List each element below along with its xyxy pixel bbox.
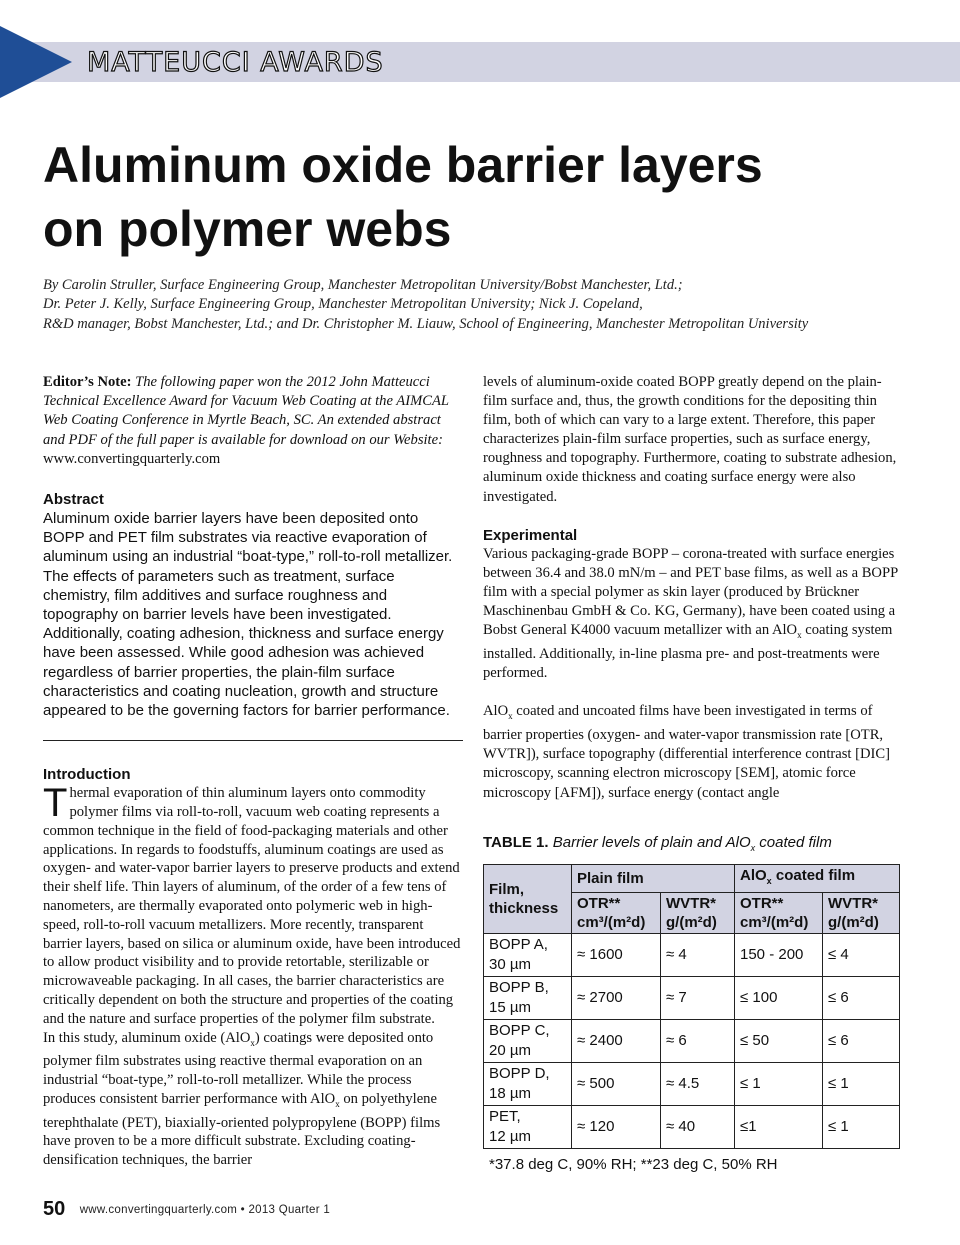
banner-triangle-icon [0, 26, 72, 98]
header-coated-part: coated film [771, 866, 856, 884]
film-name: PET, [489, 1107, 521, 1125]
header-coated-film [735, 864, 900, 892]
cell-film [484, 1105, 572, 1148]
right-column [483, 373, 903, 1174]
header-film-thickness: Film, thickness [484, 864, 572, 933]
cell-otr-plain: ≈ 1600 [572, 933, 661, 976]
subscript-x: x [797, 629, 802, 640]
byline-line: By Carolin Struller, Surface Engineering Group, Manchester Metropolitan University/Bobst Manchester, Ltd.; [43, 277, 683, 293]
cell-wvtr-coated: ≤ 1 [823, 1062, 900, 1105]
intro-p2-b: ) coatings were deposited onto polymer film substrates using reactive thermal evaporation on an industrial “boat-type,” roll-to-roll metallizer. While the process produces consistent barrier performance with AlO [43, 1029, 434, 1107]
table-row [484, 1019, 900, 1062]
film-thickness: 12 µm [489, 1127, 531, 1145]
introduction-text: hermal evaporation of thin aluminum layers onto commodity polymer films via roll-to-roll, vacuum web coating represents a common technique in the field of food-packaging materials and other applications. In regards to foodstuffs, aluminum coatings are used as oxygen- and water-vapor barrier layers to preserve products and extend their shelf life. Thin layers of aluminum, of the order of a few tens of nanometers, are thermally evaporated onto polymeric web in high-speed, roll-to-roll vacuum metallizers. More recently, transparent barrier layers, based on silica or aluminum oxide, have been introduced to allow product visibility and to provide retortable, sterilizable or microwaveable packaging. In all cases, the barrier characteristics are critically dependent on both the structure and properties of the coating and the nature and surface properties of the polymer film substrate. [43, 785, 461, 1027]
exp-p1-b: coating system installed. Additionally, in-line plasma pre- and post-treatments were performed. [483, 622, 893, 682]
subscript-x: x [335, 1098, 340, 1109]
title-line-2: on polymer webs [43, 201, 452, 257]
introduction-paragraph [43, 781, 463, 1028]
article-title [43, 133, 923, 261]
cell-otr-plain: ≈ 120 [572, 1105, 661, 1148]
cell-otr-coated: 150 - 200 [735, 933, 823, 976]
editors-note-text: The following paper won the 2012 John Matteucci Technical Excellence Award for Vacuum Web Coating at the AIMCAL Web Coating Conference in Myrtle Beach, SC. An extended abstract and PDF of the full paper is available for download on our Website: [43, 374, 449, 448]
byline-line: R&D manager, Bobst Manchester, Ltd.; and Dr. Christopher M. Liauw, School of Engineering, Manchester Metropolitan University [43, 315, 809, 332]
introduction-paragraph-2 [43, 1029, 463, 1170]
title-line-1: Aluminum oxide barrier layers [43, 137, 763, 193]
caption-part: coated film [755, 833, 832, 851]
cell-wvtr-plain: ≈ 7 [661, 976, 735, 1019]
film-name: BOPP C, [489, 1021, 550, 1039]
header-otr-unit: cm³/(m²d) [577, 913, 646, 931]
introduction-heading: Introduction [43, 766, 131, 784]
header-wvtr-plain [661, 892, 735, 933]
cell-otr-coated: ≤ 50 [735, 1019, 823, 1062]
editors-note-url[interactable]: www.convertingquarterly.com [43, 450, 221, 467]
film-thickness: 20 µm [489, 1041, 531, 1059]
left-column [43, 373, 463, 1170]
film-name: BOPP B, [489, 978, 549, 996]
byline-line: Dr. Peter J. Kelly, Surface Engineering Group, Manchester Metropolitan University; Nick J. Copeland, [43, 296, 643, 313]
exp-p2-b: coated and uncoated films have been investigated in terms of barrier properties (oxygen- and water-vapor transmission rate [OTR, WVTR]), surface topography (differential interference contrast [DIC] microscopy, scanning electron microscopy [SEM], atomic force microscopy [AFM]), surface energy (contact angle [483, 703, 890, 801]
abstract-heading: Abstract [43, 491, 104, 509]
film-name: BOPP A, [489, 935, 548, 953]
film-thickness: 18 µm [489, 1084, 531, 1102]
footer-site: www.convertingquarterly.com • 2013 Quarter 1 [79, 1203, 331, 1216]
introduction-continued: levels of aluminum-oxide coated BOPP greatly depend on the plain-film surface and, thus, the growth conditions for the depositing thin film, both of which can vary to a large extent. Therefore, this paper characterizes plain-film surface properties, such as surface energy, roughness and topography. Furthermore, coating to substrate adhesion, aluminum oxide thickness and coating surface energy were also investigated. [483, 374, 897, 505]
subscript-x: x [750, 842, 756, 853]
cell-otr-plain: ≈ 500 [572, 1062, 661, 1105]
table-row [484, 933, 900, 976]
cell-film [484, 1062, 572, 1105]
table-row [484, 1105, 900, 1148]
drop-cap: T [43, 781, 68, 826]
table-caption-label: TABLE 1. [483, 833, 549, 851]
cell-wvtr-plain: ≈ 6 [661, 1019, 735, 1062]
experimental-paragraph-1 [483, 545, 903, 684]
header-wvtr-unit: g/(m²d) [666, 913, 717, 931]
cell-film [484, 933, 572, 976]
cell-otr-coated: ≤1 [735, 1105, 823, 1148]
editors-note [43, 373, 463, 469]
cell-wvtr-coated: ≤ 4 [823, 933, 900, 976]
header-wvtr-coated [823, 892, 900, 933]
editors-note-label: Editor’s Note: [43, 374, 132, 390]
cell-otr-coated: ≤ 1 [735, 1062, 823, 1105]
header-wvtr-label: WVTR* [828, 894, 878, 912]
cell-wvtr-plain: ≈ 4 [661, 933, 735, 976]
header-otr-label: OTR** [740, 894, 784, 912]
experimental-heading: Experimental [483, 526, 578, 544]
byline [43, 276, 923, 334]
header-otr-coated [735, 892, 823, 933]
table-row [484, 1062, 900, 1105]
film-thickness: 30 µm [489, 955, 531, 973]
table-row [484, 976, 900, 1019]
exp-p1-a: Various packaging-grade BOPP – corona-treated with surface energies between 36.4 and 38.0 mN/m – and PET base films, as well as a BOPP film with a special polymer as skin layer (produced by Brückner Maschinenbau GmbH & Co. KG, Germany), have been coated using a Bobst General K4000 vacuum metallizer with an AlO [483, 545, 898, 639]
barrier-table [483, 864, 900, 1149]
page-number: 50 [43, 1198, 66, 1220]
cell-otr-plain: ≈ 2700 [572, 976, 661, 1019]
cell-film [484, 1019, 572, 1062]
film-name: BOPP D, [489, 1064, 550, 1082]
cell-otr-plain: ≈ 2400 [572, 1019, 661, 1062]
intro-p2-c: on polyethylene terephthalate (PET), biaxially-oriented polypropylene (BOPP) films have proven to be a more difficult substrate. Excluding coating-densification techniques, the barrier [43, 1090, 441, 1169]
subscript-x: x [508, 711, 513, 722]
table-caption [483, 833, 903, 858]
table-footnote: *37.8 deg C, 90% RH; **23 deg C, 50% RH [489, 1155, 778, 1173]
caption-part: Barrier levels of plain and AlO [552, 833, 751, 851]
intro-p2-a: In this study, aluminum oxide (AlO [43, 1029, 251, 1046]
cell-film [484, 976, 572, 1019]
cell-wvtr-plain: ≈ 40 [661, 1105, 735, 1148]
header-otr-plain [572, 892, 661, 933]
cell-wvtr-coated: ≤ 6 [823, 976, 900, 1019]
header-plain-film: Plain film [572, 864, 735, 892]
section-title: MATTEUCCI AWARDS [87, 47, 384, 78]
cell-wvtr-plain: ≈ 4.5 [661, 1062, 735, 1105]
subscript-x: x [250, 1037, 255, 1048]
exp-p2-a: AlO [483, 703, 509, 720]
header-wvtr-label: WVTR* [666, 894, 716, 912]
cell-wvtr-coated: ≤ 1 [823, 1105, 900, 1148]
header-wvtr-unit: g/(m²d) [828, 913, 879, 931]
table-caption-text [553, 834, 832, 851]
film-thickness: 15 µm [489, 998, 531, 1016]
header-coated-part: AlO [740, 866, 767, 884]
header-otr-label: OTR** [577, 894, 621, 912]
page-footer [43, 1198, 330, 1221]
subscript-x: x [766, 875, 772, 886]
header-otr-unit: cm³/(m²d) [740, 913, 809, 931]
cell-wvtr-coated: ≤ 6 [823, 1019, 900, 1062]
table-header-row [484, 864, 900, 892]
cell-otr-coated: ≤ 100 [735, 976, 823, 1019]
experimental-paragraph-2 [483, 702, 903, 802]
abstract-text: Aluminum oxide barrier layers have been deposited onto BOPP and PET film substrates via reactive evaporation of aluminum using an industrial “boat-type,” roll-to-roll metallizer. The effects of parameters such as treatment, surface chemistry, film additives and surface roughness and topography on barrier levels have been investigated. Additionally, coating adhesion, thickness and surface energy have been assessed. While good adhesion was achieved regardless of barrier properties, the plain-film surface characteristics and coating nucleation, growth and structure appeared to be the governing factors for barrier performance. [43, 510, 453, 720]
